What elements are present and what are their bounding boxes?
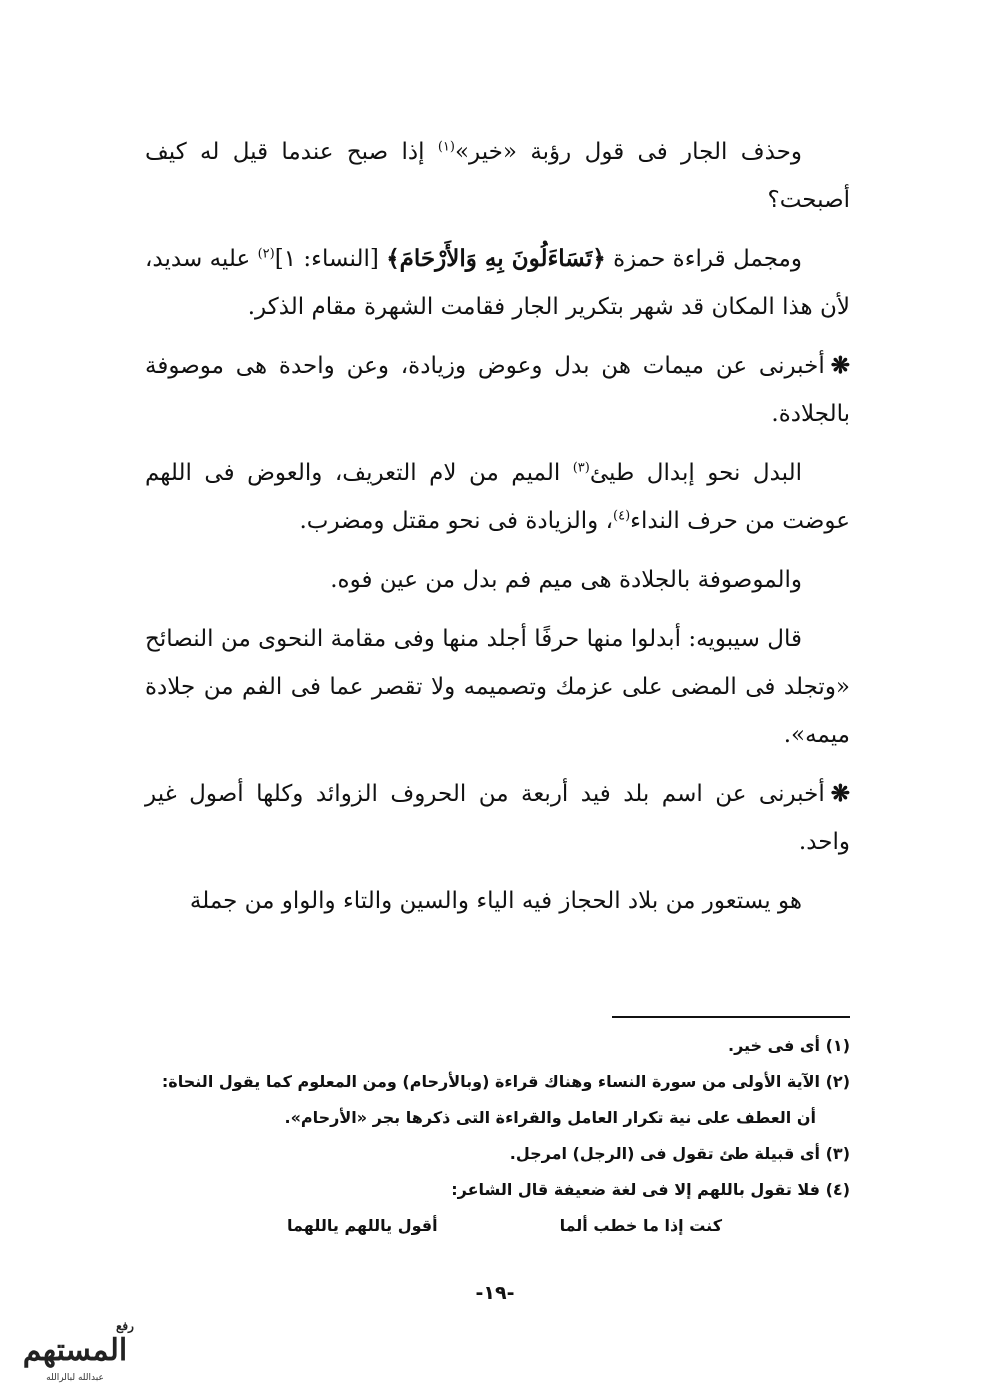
footnote-ref-3: (٣)	[572, 460, 590, 476]
main-text	[145, 128, 850, 925]
paragraph-4: البدل نحو إبدال طيئ$^{(٣)}$ الميم من لام التعريف، والعوض فى اللهم عوضت من حرف النداء$^{(٤)}$، والزيادة فى نحو مقتل ومضرب.	[145, 460, 850, 534]
star-bullet-icon: ❋	[830, 352, 850, 379]
footnote-ref-4: (٤)	[613, 508, 631, 524]
verse-citation: [النساء: ١]	[274, 246, 387, 272]
page-number: -١٩-	[475, 1282, 515, 1304]
verse-hemistich-1: كنت إذا ما خطب ألما	[559, 1216, 722, 1235]
footnote-2-continued: أن العطف على نية تكرار العامل والقراءة التى ذكرها بجر «الأرحام».	[284, 1108, 816, 1127]
footnote-1: (١) أى فى خير.	[727, 1036, 850, 1055]
stamp-sub-text: عبدالله لبالرالله	[46, 1373, 104, 1383]
footnote-4: (٤) فلا تقول باللهم إلا فى لغة ضعيفة قال الشاعر:	[451, 1180, 850, 1199]
paragraph-3-question: ❋أخبرنى عن ميمات هن بدل وعوض وزيادة، وعن واحدة هى موصوفة بالجلادة.	[145, 352, 850, 427]
paragraph-2: ومجمل قراءة حمزة ﴿تَسَاءَلُونَ بِهِ وَالأَرْحَامَ﴾ [النساء: ١]$^{(٢)}$ عليه سديد، لأن هذا المكان قد شهر بتكرير الجار فقامت الشهرة مقام الذكر.	[145, 245, 850, 320]
paragraph-7-question: ❋أخبرنى عن اسم بلد فيد أربعة من الحروف الزوائد وكلها أصول غير واحد.	[145, 780, 850, 855]
paragraph-5: والموصوفة بالجلادة هى ميم فم بدل من عين فوه.	[330, 567, 802, 593]
footnote-3: (٣) أى قبيلة طئ تقول فى (الرجل) امرجل.	[509, 1144, 850, 1163]
verse-hemistich-2: أقول ياللهم ياللهما	[287, 1216, 438, 1235]
quran-verse: ﴿تَسَاءَلُونَ بِهِ وَالأَرْحَامَ﴾	[386, 245, 606, 272]
paragraph-6: قال سيبويه: أبدلوا منها حرفًا أجلد منها وفى مقامة النحوى من النصائح «وتجلد فى المضى على عزمك وتصميمه ولا تقصر عما فى الفم من جلادة ميمه».	[145, 626, 850, 748]
poetry-verse	[145, 1208, 850, 1244]
stamp-main-text: المستهم	[22, 1333, 128, 1368]
calligraphy-stamp-logo	[8, 1316, 142, 1386]
footnote-ref-1: (١)	[437, 139, 455, 155]
stamp-small-text: رفع	[116, 1319, 134, 1333]
page-body	[145, 128, 850, 936]
footnote-ref-2: (٢)	[257, 246, 275, 262]
footnotes	[145, 1028, 850, 1244]
star-bullet-icon: ❋	[830, 780, 850, 807]
paragraph-1: وحذف الجار فى قول رؤبة «خير»$^{(١)}$ إذا صبح عندما قيل له كيف أصبحت؟	[145, 139, 850, 213]
footnote-divider	[612, 1016, 850, 1018]
footnote-2: (٢) الآية الأولى من سورة النساء وهناك قراءة (وبالأرحام) ومن المعلوم كما يقول النحاة:	[161, 1072, 850, 1091]
paragraph-8: هو يستعور من بلاد الحجاز فيه الياء والسين والتاء والواو من جملة	[189, 888, 802, 914]
